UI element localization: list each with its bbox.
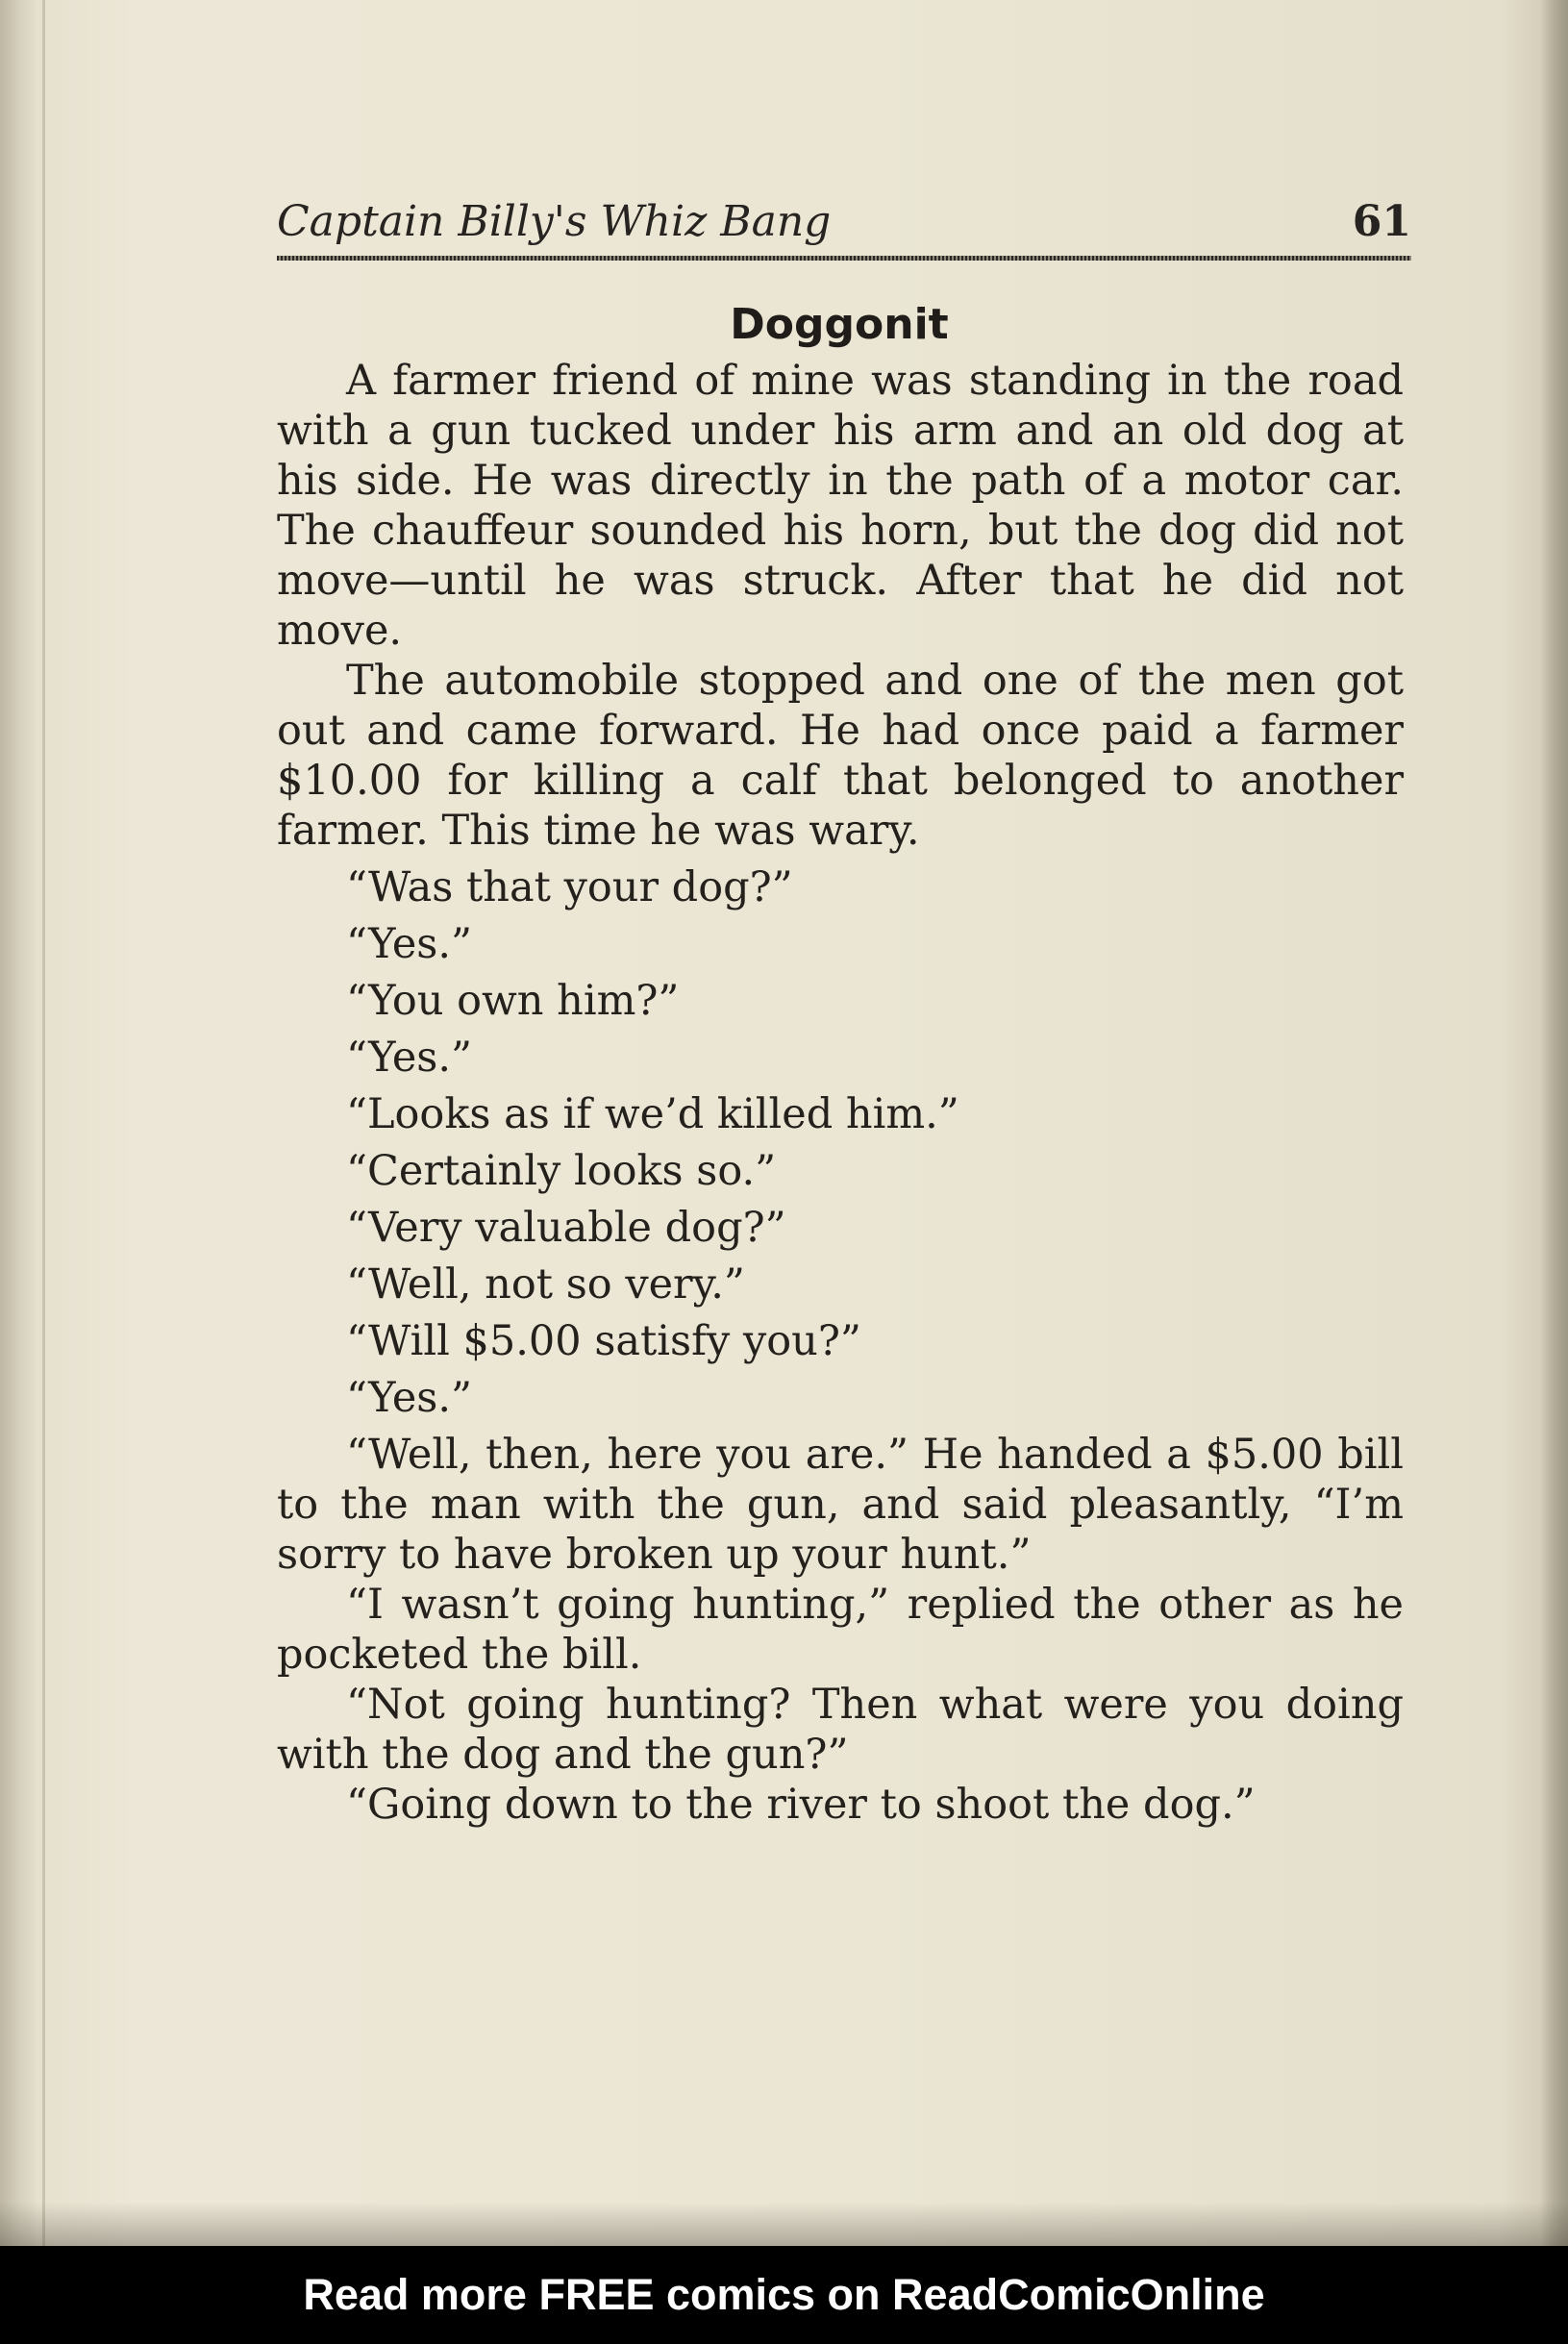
paragraph: “Going down to the river to shoot the dog.” xyxy=(346,1781,1256,1829)
dialog-line: “Will $5.00 satisfy you?” xyxy=(346,1317,861,1365)
page-edge-shadow xyxy=(0,0,37,2246)
article-body xyxy=(277,356,1404,1830)
article-title: Doggonit xyxy=(730,300,949,349)
promo-banner[interactable] xyxy=(0,2246,1568,2344)
page-bottom-shadow xyxy=(0,2202,1568,2246)
promo-banner-text[interactable]: Read more FREE comics on ReadComicOnline xyxy=(303,2270,1265,2319)
paragraph: “Well, then, here you are.” He handed a $5.00 bill to the man with the gun, and said pleasantly, “I’m sorry to have broken up your hunt.” xyxy=(277,1431,1404,1579)
page-right-edge xyxy=(1541,0,1568,2246)
dialog-line: “Very valuable dog?” xyxy=(346,1204,786,1252)
dialog-line: “Looks as if we’d killed him.” xyxy=(346,1090,959,1138)
dialog-line: “You own him?” xyxy=(346,977,680,1025)
running-header xyxy=(277,197,1411,255)
dialog-line: “Well, not so very.” xyxy=(346,1260,745,1309)
dialog-line: “Certainly looks so.” xyxy=(346,1147,777,1195)
dialog-line: “Was that your dog?” xyxy=(346,863,793,911)
running-header-title: Captain Billy's Whiz Bang xyxy=(277,197,832,246)
paragraph: A farmer friend of mine was standing in the road with a gun tucked under his arm and an old dog at his side. He was directly in the path of a motor car. The chauffeur sounded his horn, but the dog did not move—until he was struck. After that he did not move. xyxy=(277,357,1404,655)
dialog-line: “Yes.” xyxy=(346,1034,472,1082)
header-rule xyxy=(277,256,1411,261)
dialog-line: “Yes.” xyxy=(346,920,472,968)
spine-line xyxy=(42,0,45,2246)
page-number: 61 xyxy=(1352,197,1411,246)
paragraph: The automobile stopped and one of the men got out and came forward. He had once paid a farmer $10.00 for killing a calf that belonged to another farmer. This time he was wary. xyxy=(277,657,1404,855)
dialog-line: “Yes.” xyxy=(346,1374,472,1422)
paragraph: “I wasn’t going hunting,” replied the other as he pocketed the bill. xyxy=(277,1581,1404,1679)
paragraph: “Not going hunting? Then what were you doing with the dog and the gun?” xyxy=(277,1681,1404,1779)
